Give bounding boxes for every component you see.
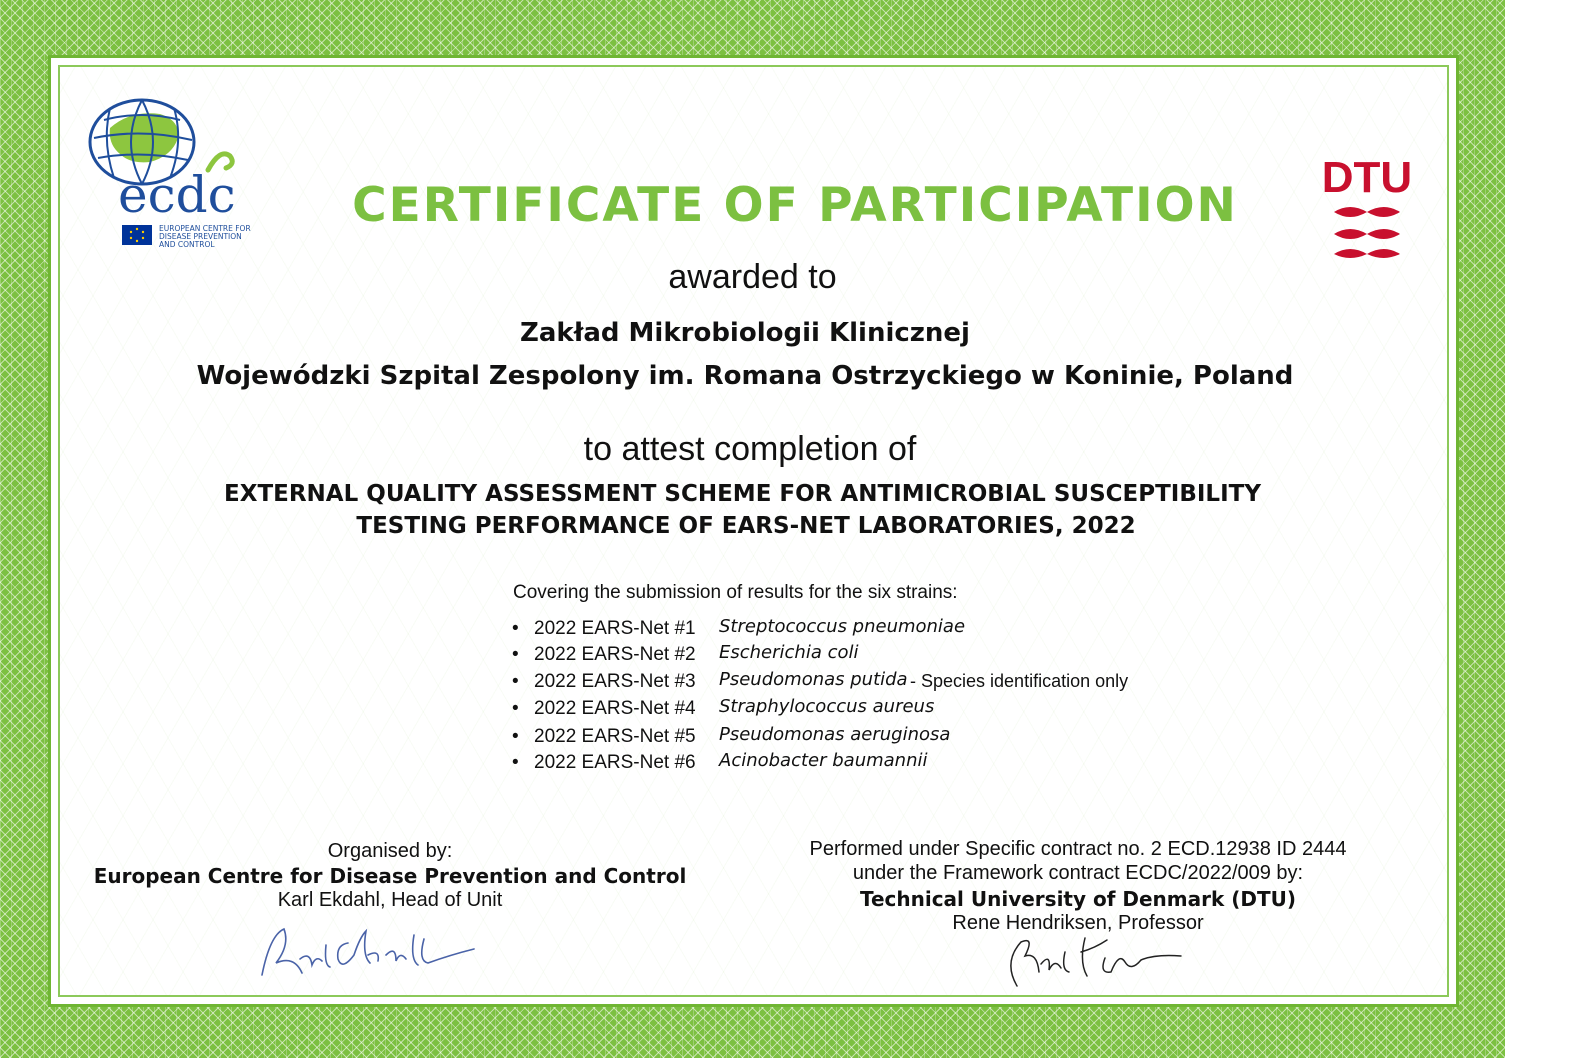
ecdc-subtitle-line1: EUROPEAN CENTRE FOR xyxy=(159,224,251,233)
bullet: • xyxy=(512,618,519,639)
attest-text: to attest completion of xyxy=(583,430,917,468)
ecdc-subtitle-line3: AND CONTROL xyxy=(159,240,215,249)
recipient-institution: Wojewódzki Szpital Zespolony im. Romana Ostrzyckiego w Koninie, Poland xyxy=(196,361,1294,391)
dtu-wordmark: DTU xyxy=(1321,153,1413,202)
strain-id: 2022 EARS-Net #1 xyxy=(534,618,696,639)
bullet: • xyxy=(512,726,519,747)
certificate-title: CERTIFICATE OF PARTICIPATION xyxy=(352,178,1238,233)
ecdc-wordmark: ecdc xyxy=(118,166,236,224)
strain-species: Straphylococcus aureus xyxy=(719,696,935,717)
ecdc-subtitle-line2: DISEASE PREVENTION xyxy=(159,232,242,241)
strain-species: Escherichia coli xyxy=(719,642,859,663)
strain-id: 2022 EARS-Net #4 xyxy=(534,698,696,719)
strain-species: Pseudomonas putida xyxy=(719,669,908,690)
organiser-signature xyxy=(250,915,490,995)
organiser-person: Karl Ekdahl, Head of Unit xyxy=(277,889,503,911)
awarded-to-text: awarded to xyxy=(668,258,837,296)
performer-name: Technical University of Denmark (DTU) xyxy=(859,887,1297,911)
covering-text: Covering the submission of results for the six strains: xyxy=(513,582,958,603)
performer-contract-line1: Performed under Specific contract no. 2 ECD.12938 ID 2444 xyxy=(809,838,1347,860)
strain-species: Acinobacter baumannii xyxy=(719,750,928,771)
bullet: • xyxy=(512,644,519,665)
performer-signature xyxy=(995,922,1195,994)
strain-id: 2022 EARS-Net #6 xyxy=(534,752,696,773)
organiser-name: European Centre for Disease Prevention and Control xyxy=(93,864,687,888)
scheme-title-line1: EXTERNAL QUALITY ASSESSMENT SCHEME FOR ANTIMICROBIAL SUSCEPTIBILITY xyxy=(224,481,1261,507)
strain-note: - Species identification only xyxy=(910,671,1129,691)
strain-id: 2022 EARS-Net #5 xyxy=(534,726,696,747)
bullet: • xyxy=(512,752,519,773)
bullet: • xyxy=(512,671,519,692)
scheme-title-line2: TESTING PERFORMANCE OF EARS-NET LABORATORIES, 2022 xyxy=(356,513,1136,539)
performer-contract-line2: under the Framework contract ECDC/2022/009 by: xyxy=(852,862,1304,884)
strain-species: Streptococcus pneumoniae xyxy=(719,616,966,637)
performer-person: Rene Hendriksen, Professor xyxy=(952,912,1204,934)
recipient-department: Zakład Mikrobiologii Klinicznej xyxy=(520,318,970,348)
bullet: • xyxy=(512,698,519,719)
strain-id: 2022 EARS-Net #3 xyxy=(534,671,696,692)
strain-id: 2022 EARS-Net #2 xyxy=(534,644,696,665)
strain-species: Pseudomonas aeruginosa xyxy=(719,724,951,745)
organiser-label: Organised by: xyxy=(327,840,453,862)
